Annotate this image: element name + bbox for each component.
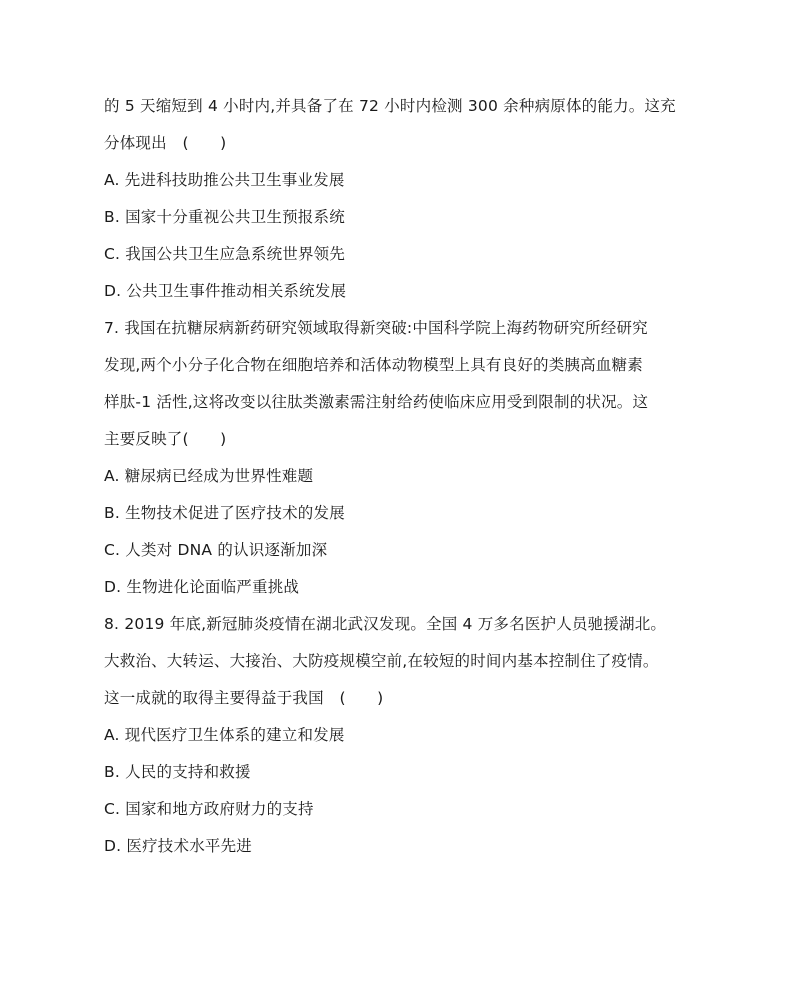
q7-stem-line-1: 7. 我国在抗糖尿病新药研究领域取得新突破:中国科学院上海药物研究所经研究 (104, 319, 648, 337)
q6-option-b: B. 国家十分重视公共卫生预报系统 (104, 208, 345, 226)
q8-option-c: C. 国家和地方政府财力的支持 (104, 800, 314, 818)
q8-option-b: B. 人民的支持和救援 (104, 763, 251, 781)
q7-stem-line-2: 发现,两个小分子化合物在细胞培养和活体动物模型上具有良好的类胰高血糖素 (104, 356, 643, 374)
q8-stem-line-3: 这一成就的取得主要得益于我国 ( ) (104, 689, 384, 707)
q7-option-d: D. 生物进化论面临严重挑战 (104, 578, 300, 596)
q7-stem-line-4: 主要反映了( ) (104, 430, 227, 448)
q6-stem-line-end: 的 5 天缩短到 4 小时内,并具备了在 72 小时内检测 300 余种病原体的能力。这充 (104, 97, 676, 115)
q6-option-c: C. 我国公共卫生应急系统世界领先 (104, 245, 346, 263)
question-text-block (104, 88, 704, 865)
q6-stem-line-blank: 分体现出 ( ) (104, 134, 227, 152)
q6-option-d: D. 公共卫生事件推动相关系统发展 (104, 282, 347, 300)
q7-option-b: B. 生物技术促进了医疗技术的发展 (104, 504, 345, 522)
q8-stem-line-1: 8. 2019 年底,新冠肺炎疫情在湖北武汉发现。全国 4 万多名医护人员驰援湖北。 (104, 615, 667, 633)
q8-stem-line-2: 大救治、大转运、大接治、大防疫规模空前,在较短的时间内基本控制住了疫情。 (104, 652, 659, 670)
q8-option-d: D. 医疗技术水平先进 (104, 837, 252, 855)
q7-stem-line-3: 样肽-1 活性,这将改变以往肽类激素需注射给药使临床应用受到限制的状况。这 (104, 393, 649, 411)
q7-option-a: A. 糖尿病已经成为世界性难题 (104, 467, 314, 485)
q7-option-c: C. 人类对 DNA 的认识逐渐加深 (104, 541, 328, 559)
q6-option-a: A. 先进科技助推公共卫生事业发展 (104, 171, 345, 189)
q8-option-a: A. 现代医疗卫生体系的建立和发展 (104, 726, 345, 744)
